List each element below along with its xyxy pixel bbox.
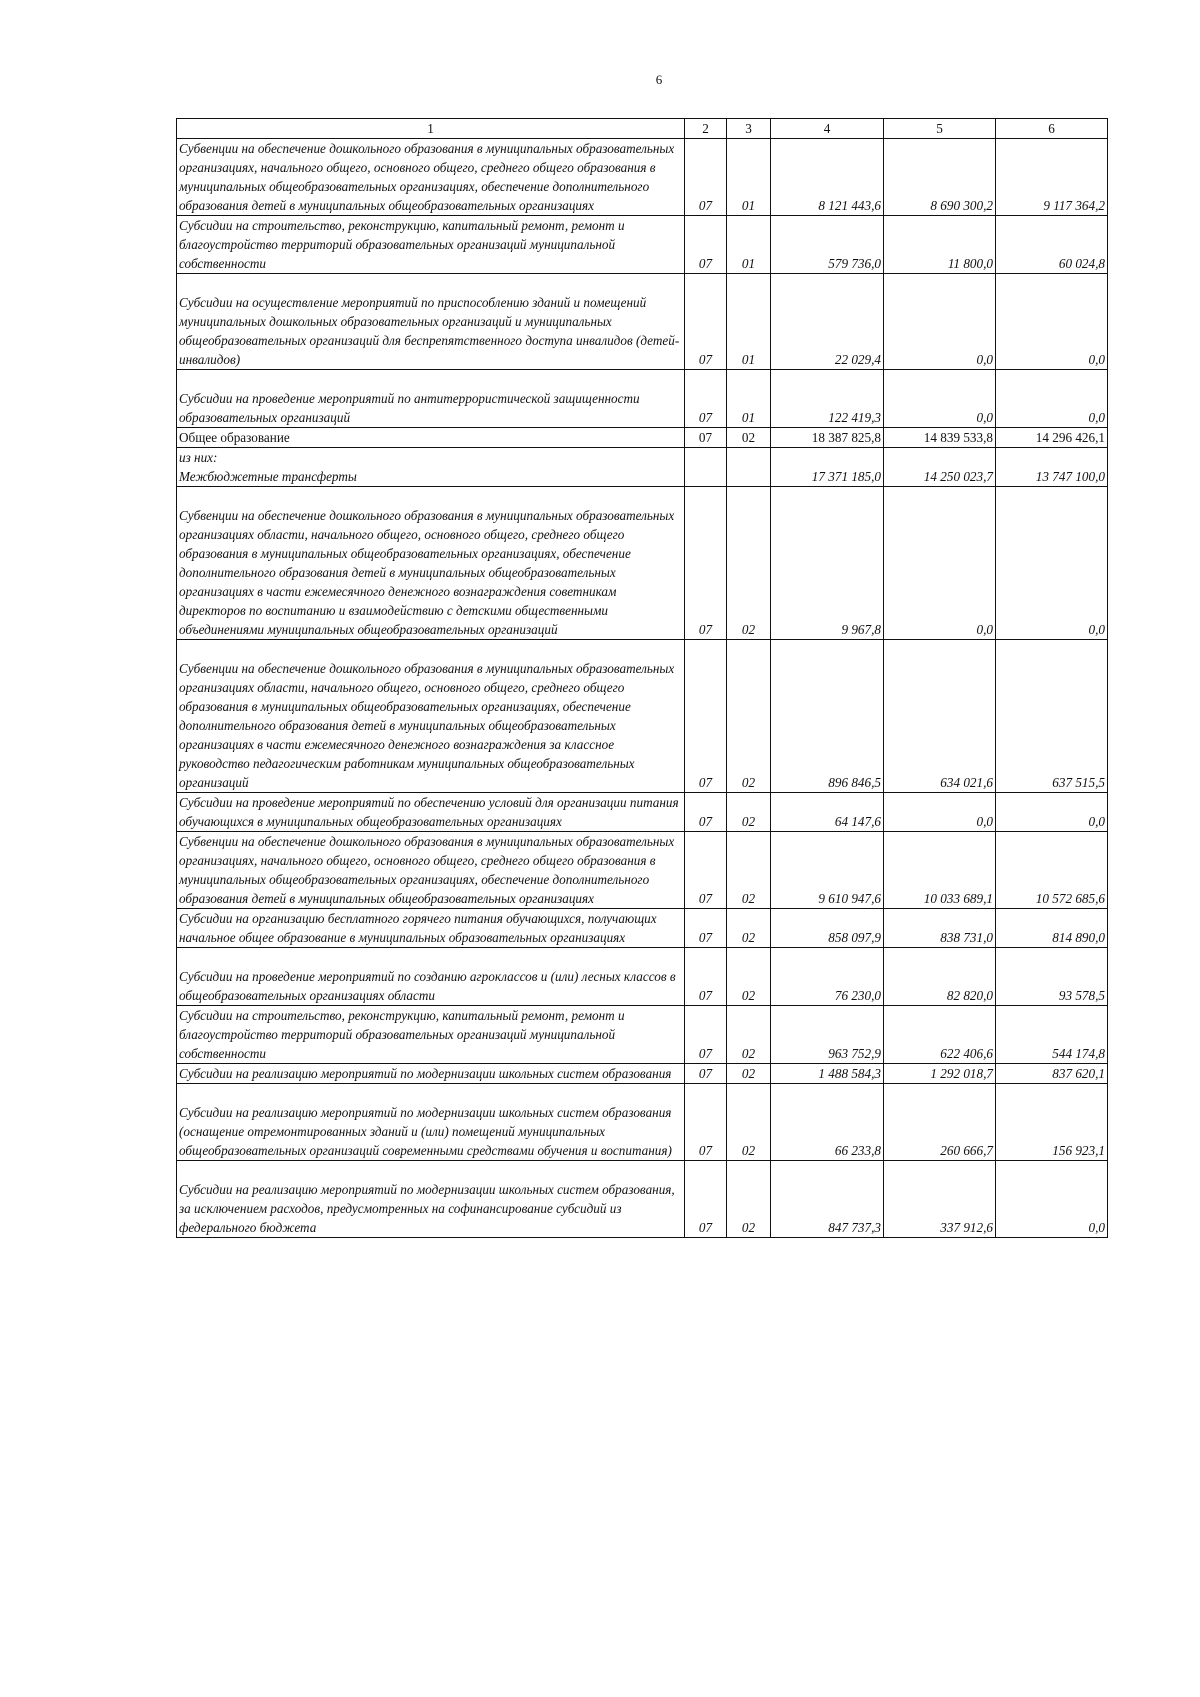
amount-col6: 637 515,5 xyxy=(996,640,1108,793)
table-row xyxy=(177,793,1108,832)
amount-col4: 64 147,6 xyxy=(771,793,884,832)
amount-col5: 337 912,6 xyxy=(884,1161,996,1238)
subsection-code: 01 xyxy=(727,274,771,370)
row-description: Субсидии на осуществление мероприятий по приспособлению зданий и помещений муниципальных дошкольных образовательных организаций и муниципальных общеобразовательных организаций для беспрепятственного доступа инвалидов (детей-инвалидов) xyxy=(177,274,685,370)
column-header: 3 xyxy=(727,119,771,139)
amount-col5: 14 250 023,7 xyxy=(884,448,996,487)
amount-col6: 544 174,8 xyxy=(996,1006,1108,1064)
row-description: Субсидии на строительство, реконструкцию, капитальный ремонт, ремонт и благоустройство территорий образовательных организаций муниципальной собственности xyxy=(177,1006,685,1064)
subsection-code: 02 xyxy=(727,832,771,909)
subsection-code: 02 xyxy=(727,428,771,448)
section-code: 07 xyxy=(685,1006,727,1064)
amount-col5: 1 292 018,7 xyxy=(884,1064,996,1084)
section-code: 07 xyxy=(685,370,727,428)
amount-col4: 9 967,8 xyxy=(771,487,884,640)
section-code: 07 xyxy=(685,948,727,1006)
amount-col5: 10 033 689,1 xyxy=(884,832,996,909)
amount-col4: 1 488 584,3 xyxy=(771,1064,884,1084)
row-description: Субсидии на строительство, реконструкцию, капитальный ремонт, ремонт и благоустройство территорий образовательных организаций муниципальной собственности xyxy=(177,216,685,274)
row-description: Субсидии на реализацию мероприятий по модернизации школьных систем образования (оснащение отремонтированных зданий и (или) помещений муниципальных общеобразовательных организаций современными средствами обучения и воспитания) xyxy=(177,1084,685,1161)
amount-col5: 838 731,0 xyxy=(884,909,996,948)
page-number: 6 xyxy=(655,72,663,87)
amount-col6: 837 620,1 xyxy=(996,1064,1108,1084)
amount-col5: 634 021,6 xyxy=(884,640,996,793)
subsection-code: 01 xyxy=(727,216,771,274)
table-row xyxy=(177,1006,1108,1064)
amount-col5: 0,0 xyxy=(884,370,996,428)
budget-table xyxy=(176,118,1108,1238)
table-row xyxy=(177,948,1108,1006)
amount-col5: 260 666,7 xyxy=(884,1084,996,1161)
table-row xyxy=(177,274,1108,370)
column-header: 4 xyxy=(771,119,884,139)
amount-col4: 963 752,9 xyxy=(771,1006,884,1064)
amount-col6: 0,0 xyxy=(996,793,1108,832)
subsection-code: 02 xyxy=(727,1006,771,1064)
table-row xyxy=(177,909,1108,948)
table-row xyxy=(177,370,1108,428)
amount-col6: 0,0 xyxy=(996,1161,1108,1238)
section-code: 07 xyxy=(685,216,727,274)
subsection-code: 02 xyxy=(727,640,771,793)
amount-col4: 579 736,0 xyxy=(771,216,884,274)
table-row-section-total xyxy=(177,428,1108,448)
table-row xyxy=(177,1064,1108,1084)
table-row xyxy=(177,1084,1108,1161)
amount-col5: 0,0 xyxy=(884,793,996,832)
row-description: Субсидии на проведение мероприятий по антитеррористической защищенности образовательных организаций xyxy=(177,370,685,428)
column-header: 1 xyxy=(177,119,685,139)
amount-col6: 814 890,0 xyxy=(996,909,1108,948)
section-code: 07 xyxy=(685,139,727,216)
subsection-code: 02 xyxy=(727,909,771,948)
subsection-code: 02 xyxy=(727,948,771,1006)
amount-col4: 896 846,5 xyxy=(771,640,884,793)
column-header: 6 xyxy=(996,119,1108,139)
amount-col6: 0,0 xyxy=(996,274,1108,370)
amount-col4: 66 233,8 xyxy=(771,1084,884,1161)
row-description: Общее образование xyxy=(177,428,685,448)
subsection-code: 02 xyxy=(727,1064,771,1084)
amount-col4: 8 121 443,6 xyxy=(771,139,884,216)
subsection-code: 01 xyxy=(727,139,771,216)
amount-col4: 122 419,3 xyxy=(771,370,884,428)
row-description: Субсидии на реализацию мероприятий по модернизации школьных систем образования, за исключением расходов, предусмотренных на софинансирование субсидий из федерального бюджета xyxy=(177,1161,685,1238)
amount-col6: 13 747 100,0 xyxy=(996,448,1108,487)
row-description: Субвенции на обеспечение дошкольного образования в муниципальных образовательных организациях, начального общего, основного общего, среднего общего образования в муниципальных общеобразовательных организациях, обеспечение дополнительного образования детей в муниципальных общеобразовательных организациях xyxy=(177,832,685,909)
amount-col5: 0,0 xyxy=(884,274,996,370)
section-code: 07 xyxy=(685,832,727,909)
table-row xyxy=(177,640,1108,793)
amount-col5: 82 820,0 xyxy=(884,948,996,1006)
section-code: 07 xyxy=(685,1064,727,1084)
row-description: Субвенции на обеспечение дошкольного образования в муниципальных образовательных организациях области, начального общего, основного общего, среднего общего образования в муниципальных общеобразовательных организациях, обеспечение дополнительного образования детей в муниципальных общеобразовательных организациях в части ежемесячного денежного вознаграждения советникам директоров по воспитанию и взаимодействию с детскими общественными объединениями муниципальных общеобразовательных организаций xyxy=(177,487,685,640)
amount-col5: 8 690 300,2 xyxy=(884,139,996,216)
table-row xyxy=(177,1161,1108,1238)
section-code xyxy=(685,448,727,487)
table-row xyxy=(177,487,1108,640)
row-description: Субсидии на проведение мероприятий по созданию агроклассов и (или) лесных классов в общеобразовательных организациях области xyxy=(177,948,685,1006)
amount-col5: 11 800,0 xyxy=(884,216,996,274)
table-header-row xyxy=(177,119,1108,139)
section-code: 07 xyxy=(685,487,727,640)
amount-col4: 76 230,0 xyxy=(771,948,884,1006)
row-label: Межбюджетные трансферты xyxy=(179,469,357,484)
amount-col4: 18 387 825,8 xyxy=(771,428,884,448)
amount-col4: 858 097,9 xyxy=(771,909,884,948)
section-code: 07 xyxy=(685,909,727,948)
subsection-code: 02 xyxy=(727,487,771,640)
row-description xyxy=(177,448,685,487)
amount-col6: 60 024,8 xyxy=(996,216,1108,274)
row-description: Субвенции на обеспечение дошкольного образования в муниципальных образовательных организациях, начального общего, основного общего, среднего общего образования в муниципальных общеобразовательных организациях, обеспечение дополнительного образования детей в муниципальных общеобразовательных организациях xyxy=(177,139,685,216)
column-header: 2 xyxy=(685,119,727,139)
section-code: 07 xyxy=(685,1084,727,1161)
table-row xyxy=(177,832,1108,909)
column-header: 5 xyxy=(884,119,996,139)
amount-col5: 14 839 533,8 xyxy=(884,428,996,448)
amount-col6: 0,0 xyxy=(996,487,1108,640)
row-description: Субвенции на обеспечение дошкольного образования в муниципальных образовательных организациях области, начального общего, основного общего, среднего общего образования в муниципальных общеобразовательных организациях, обеспечение дополнительного образования детей в муниципальных общеобразовательных организациях в части ежемесячного денежного вознаграждения за классное руководство педагогическим работникам муниципальных общеобразовательных организаций xyxy=(177,640,685,793)
subsection-code: 02 xyxy=(727,1084,771,1161)
amount-col4: 9 610 947,6 xyxy=(771,832,884,909)
subsection-code: 01 xyxy=(727,370,771,428)
section-code: 07 xyxy=(685,640,727,793)
row-description: Субсидии на организацию бесплатного горячего питания обучающихся, получающих начальное общее образование в муниципальных образовательных организациях xyxy=(177,909,685,948)
table-row xyxy=(177,216,1108,274)
amount-col4: 17 371 185,0 xyxy=(771,448,884,487)
amount-col5: 0,0 xyxy=(884,487,996,640)
section-code: 07 xyxy=(685,1161,727,1238)
amount-col6: 93 578,5 xyxy=(996,948,1108,1006)
row-description: Субсидии на реализацию мероприятий по модернизации школьных систем образования xyxy=(177,1064,685,1084)
subsection-code: 02 xyxy=(727,793,771,832)
table-row xyxy=(177,139,1108,216)
section-code: 07 xyxy=(685,428,727,448)
row-description: Субсидии на проведение мероприятий по обеспечению условий для организации питания обучающихся в муниципальных общеобразовательных организациях xyxy=(177,793,685,832)
section-code: 07 xyxy=(685,274,727,370)
section-code: 07 xyxy=(685,793,727,832)
amount-col6: 156 923,1 xyxy=(996,1084,1108,1161)
amount-col6: 14 296 426,1 xyxy=(996,428,1108,448)
subsection-code xyxy=(727,448,771,487)
row-prefix: из них: xyxy=(179,450,218,465)
amount-col6: 9 117 364,2 xyxy=(996,139,1108,216)
amount-col5: 622 406,6 xyxy=(884,1006,996,1064)
table-row xyxy=(177,448,1108,487)
amount-col4: 22 029,4 xyxy=(771,274,884,370)
amount-col6: 0,0 xyxy=(996,370,1108,428)
amount-col6: 10 572 685,6 xyxy=(996,832,1108,909)
subsection-code: 02 xyxy=(727,1161,771,1238)
amount-col4: 847 737,3 xyxy=(771,1161,884,1238)
